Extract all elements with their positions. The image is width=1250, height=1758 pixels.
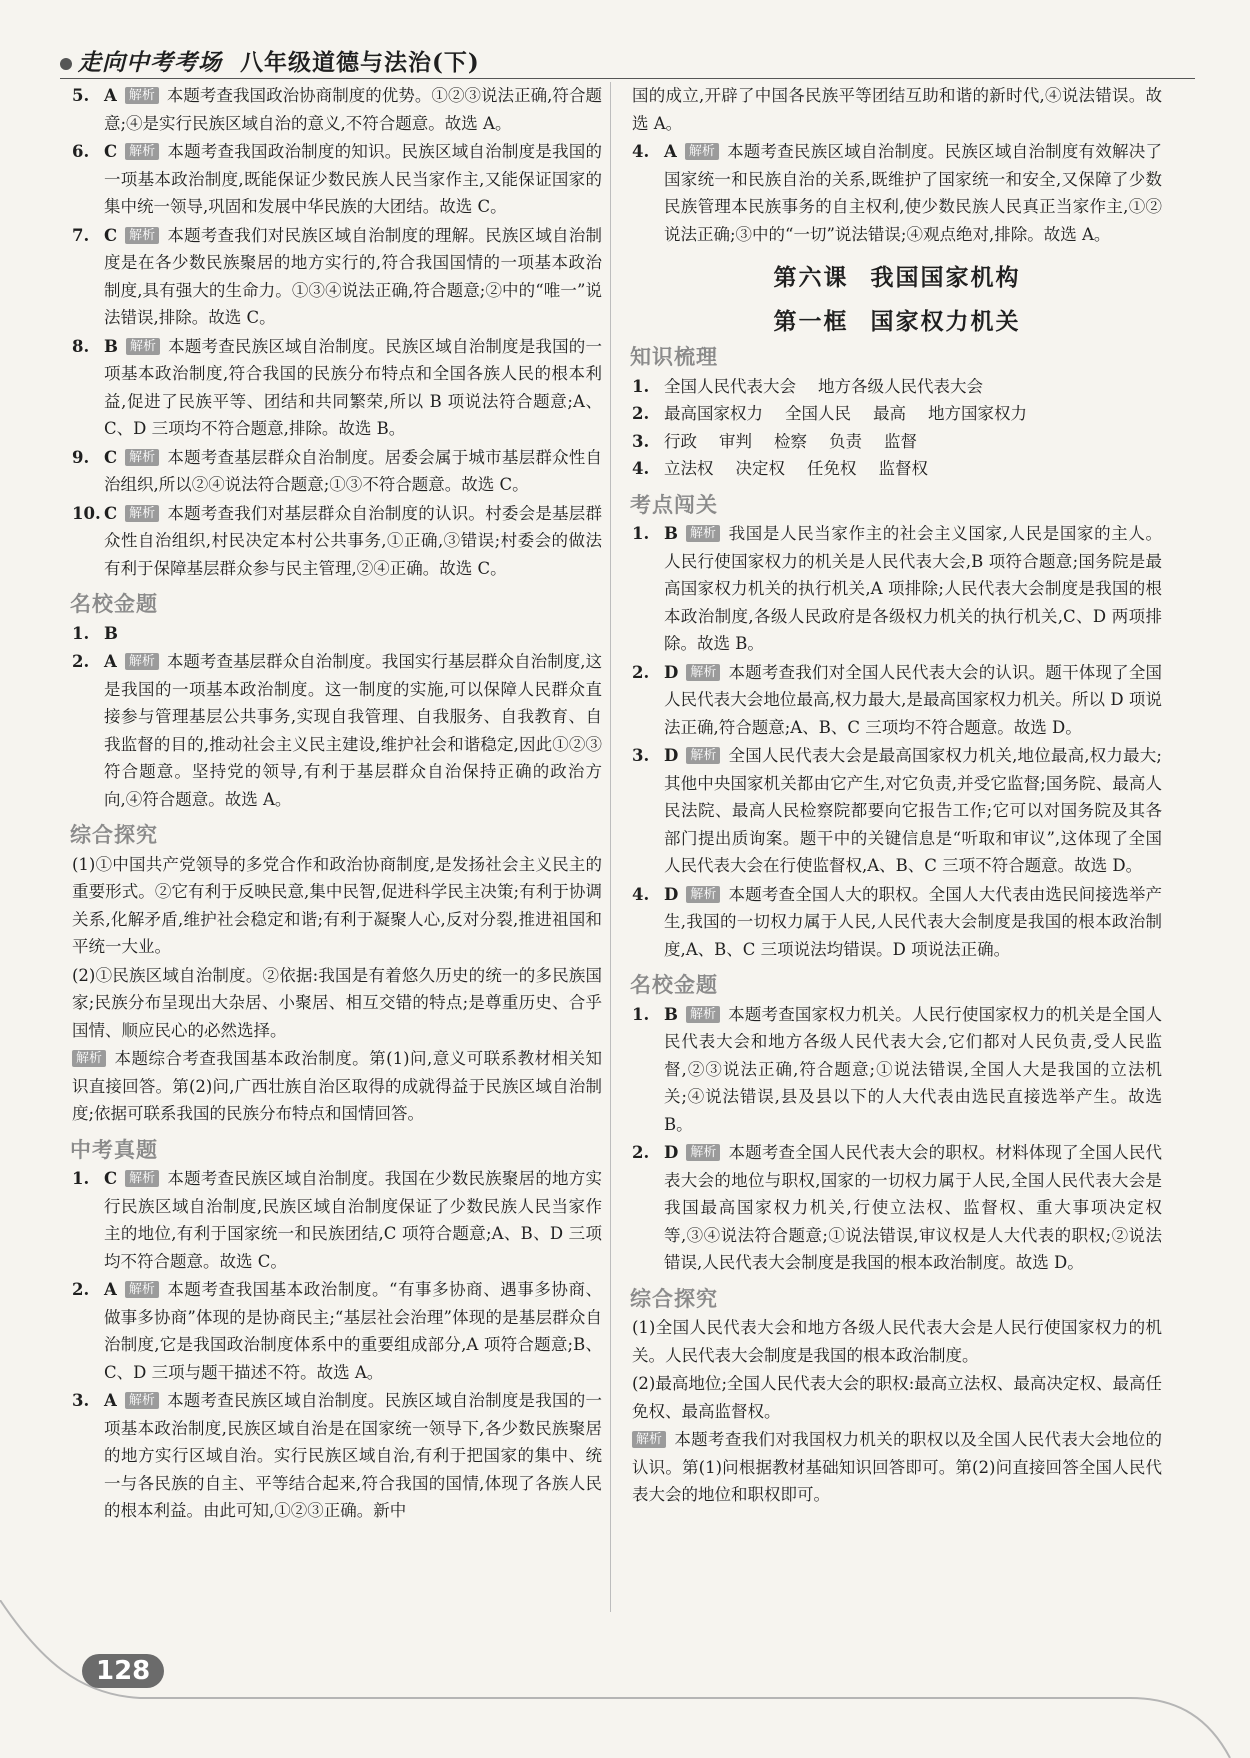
knowledge-row <box>632 455 1162 483</box>
answer-item <box>72 648 602 813</box>
item-number: 8. <box>72 336 90 356</box>
answer-item <box>632 1001 1162 1139</box>
knowledge-list <box>632 373 1162 483</box>
item-body <box>664 138 1162 248</box>
answer-item <box>72 1276 602 1386</box>
item-number: 2. <box>632 1143 650 1162</box>
knowledge-term: 决定权 <box>735 459 785 478</box>
answer-item <box>72 222 602 332</box>
analysis-tag: 解析 <box>125 143 159 160</box>
item-number: 2. <box>632 662 650 682</box>
answer-item <box>72 333 602 443</box>
analysis-text: 本题考查我们对全国人民代表大会的认识。题干体现了全国人民代表大会地位最高,权力最大,是最高国家权力机关。所以 D 项说法正确,符合题意;A、B、C 三项均不符合题意。故选 D。 <box>664 662 1162 737</box>
left-column <box>72 82 602 1526</box>
item-number: 1. <box>632 376 650 396</box>
knowledge-row <box>632 373 1162 401</box>
section-heading: 名校金题 <box>630 972 718 997</box>
answer-letter: A <box>664 142 677 161</box>
answer-letter: D <box>664 884 679 904</box>
answer-letter: A <box>104 1280 117 1299</box>
answer-item <box>632 1139 1162 1277</box>
analysis-text: 本题考查全国人民代表大会的职权。材料体现了全国人民代表大会的地位与职权,国家的一切权力属于人民,全国人民代表大会是我国最高国家权力机关,行使立法权、监督权、重大事项决定权等,③④说法符合题意;①说法错误,审议权是人大代表的职权;②说法错误,人民代表大会制度是我国的根本政治制度。故选 D。 <box>664 1143 1162 1272</box>
answer-list <box>632 138 1162 248</box>
answer-item <box>632 520 1162 658</box>
answer-item <box>632 881 1162 964</box>
item-number: 4. <box>632 142 650 161</box>
frame-name: 国家权力机关 <box>870 307 1021 335</box>
knowledge-term: 负责 <box>829 431 862 451</box>
analysis-text: 本题考查我们对基层群众自治制度的认识。村委会是基层群众性自治组织,村民决定本村公共事务,①正确,③错误;村委会的做法有利于保障基层群众参与民主管理,②④正确。故选 C。 <box>104 503 602 578</box>
analysis-tag: 解析 <box>125 653 159 670</box>
item-number: 2. <box>632 404 650 423</box>
item-body <box>104 1165 602 1275</box>
knowledge-term: 地方国家权力 <box>928 404 1027 423</box>
item-number: 6. <box>72 142 90 161</box>
item-number: 2. <box>72 652 90 671</box>
item-number: 1. <box>632 524 650 543</box>
analysis-text: 全国人民代表大会是最高国家权力机关,地位最高,权力最大;其他中央国家机关都由它产生,对它负责,并受它监督;国务院、最高人民法院、最高人民检察院都要向它报告工作;它可以对国务院及其各部门提出质询案。题干中的关键信息是“听取和审议”,这体现了全国人民代表大会在行使监督权,A、B、C 三项不符合题意。故选 D。 <box>664 746 1162 875</box>
answer-letter: C <box>104 447 118 467</box>
knowledge-term: 任免权 <box>807 459 857 478</box>
item-number: 9. <box>72 447 90 467</box>
frame-title <box>632 308 1162 336</box>
analysis-tag: 解析 <box>125 1392 159 1409</box>
analysis-tag: 解析 <box>686 664 720 681</box>
analysis-tag: 解析 <box>686 747 720 764</box>
analysis-tag: 解析 <box>125 1170 159 1187</box>
analysis-text: 本题考查民族区域自治制度。我国在少数民族聚居的地方实行民族区域自治制度,民族区域自治制度保证了少数民族人民当家作主的地位,有利于国家统一和民族团结,C 项符合题意;A、B、D 三项均不符合题意。故选 C。 <box>104 1169 602 1271</box>
analysis-tag: 解析 <box>72 1050 106 1067</box>
analysis-tag: 解析 <box>125 505 159 522</box>
answer-letter: B <box>104 336 118 356</box>
answer-item <box>632 742 1162 880</box>
header-subtitle: 八年级道德与法治(下) <box>240 49 480 76</box>
header-brand: 走向中考考场 <box>78 49 222 76</box>
running-header <box>60 44 480 77</box>
page-curl-decoration <box>0 1600 1250 1758</box>
analysis-tag: 解析 <box>686 886 720 903</box>
item-body <box>104 620 126 648</box>
knowledge-row <box>632 428 1162 456</box>
analysis-tag: 解析 <box>686 1144 720 1161</box>
item-body <box>664 659 1162 742</box>
analysis-text: 本题考查我们对民族区域自治制度的理解。民族区域自治制度是在各少数民族聚居的地方实行的,符合我国国情的一项基本政治制度,具有强大的生命力。①③④说法正确,符合题意;②中的“唯一”说法错误,排除。故选 C。 <box>104 225 602 327</box>
page-number: 128 <box>82 1654 164 1688</box>
item-body <box>104 1276 602 1386</box>
item-body <box>664 881 1162 964</box>
analysis-text: 我国是人民当家作主的社会主义国家,人民是国家的主人。人民行使国家权力的机关是人民代表大会,B 项符合题意;国务院是最高国家权力机关的执行机关,A 项排除;人民代表大会制度是我国的根本政治制度,各级人民政府是各级权力机关的执行机关,C、D 两项排除。故选 B。 <box>664 524 1162 653</box>
analysis-tag: 解析 <box>685 143 719 160</box>
right-column <box>632 82 1162 1510</box>
item-number: 4. <box>632 884 650 904</box>
explore-analysis <box>72 1045 602 1128</box>
analysis-text: 本题考查国家权力机关。人民行使国家权力的机关是全国人民代表大会和地方各级人民代表大会,它们都对人民负责,受人民监督,②③说法正确,符合题意;①说法错误,全国人大是我国的立法机关;④说法错误,县及县以下的人大代表由选民直接选举产生。故选 B。 <box>664 1004 1162 1134</box>
knowledge-term: 检察 <box>774 431 807 451</box>
analysis-text: 本题考查我们对我国权力机关的职权以及全国人民代表大会地位的认识。第(1)问根据教材基础知识回答即可。第(2)问直接回答全国人民代表大会的地位和职权即可。 <box>632 1430 1162 1504</box>
analysis-text: 本题考查民族区域自治制度。民族区域自治制度是我国的一项基本政治制度,符合我国的民族分布特点和全国各族人民的根本利益,促进了民族平等、团结和共同繁荣,所以 B 项说法符合题意;A、C、D 三项均不符合题意,排除。故选 B。 <box>104 336 602 438</box>
analysis-tag: 解析 <box>125 227 159 244</box>
frame-number: 第一框 <box>773 307 849 335</box>
item-body <box>104 222 602 332</box>
item-number: 4. <box>632 459 650 478</box>
explore-answer: (2)最高地位;全国人民代表大会的职权:最高立法权、最高决定权、最高任免权、最高监督权。 <box>632 1374 1162 1421</box>
knowledge-term: 立法权 <box>664 459 714 478</box>
bullet-icon <box>60 58 72 70</box>
section-heading: 综合探究 <box>70 822 158 847</box>
section-heading: 中考真题 <box>70 1136 158 1162</box>
answer-letter: B <box>104 623 118 643</box>
knowledge-term: 审判 <box>719 431 752 451</box>
analysis-text: 本题考查我国政治制度的知识。民族区域自治制度是我国的一项基本政治制度,既能保证少数民族人民当家作主,又能保证国家的集中统一领导,巩固和发展中华民族的大团结。故选 C。 <box>104 142 602 216</box>
section-heading: 名校金题 <box>70 591 158 616</box>
section-heading: 综合探究 <box>630 1285 718 1311</box>
knowledge-term: 地方各级人民代表大会 <box>818 376 983 396</box>
item-number: 10. <box>72 503 101 523</box>
answer-letter: C <box>104 225 118 245</box>
knowledge-term: 监督权 <box>878 459 928 478</box>
answer-item <box>632 659 1162 742</box>
item-number: 7. <box>72 225 90 245</box>
item-number: 3. <box>72 1391 90 1410</box>
knowledge-term: 全国人民 <box>785 404 851 423</box>
answer-item <box>632 138 1162 248</box>
answer-letter: C <box>104 1169 118 1188</box>
answer-letter: D <box>664 1143 679 1162</box>
item-number: 3. <box>632 431 650 451</box>
explore-answer: (1)①中国共产党领导的多党合作和政治协商制度,是发扬社会主义民主的重要形式。②它有利于反映民意,集中民智,促进科学民主决策;有利于协调关系,化解矛盾,维护社会稳定和谐;有利于凝聚人心,反对分裂,推进祖国和平统一大业。 <box>72 854 602 956</box>
analysis-text: 本题考查基层群众自治制度。居委会属于城市基层群众性自治组织,所以②④说法符合题意;①③不符合题意。故选 C。 <box>104 447 602 494</box>
knowledge-term: 行政 <box>664 431 697 451</box>
section-heading: 知识梳理 <box>630 344 718 369</box>
item-number: 3. <box>632 746 650 765</box>
analysis-text: 本题考查民族区域自治制度。民族区域自治制度是我国的一项基本政治制度,民族区域自治是在国家统一领导下,各少数民族聚居的地方实行区域自治。实行民族区域自治,有利于把国家的集中、统一与各民族的自主、平等结合起来,符合我国的国情,体现了各族人民的根本利益。由此可知,①②③正确。新中 <box>104 1391 602 1520</box>
answer-item <box>72 620 602 648</box>
answer-item <box>72 1165 602 1275</box>
answer-letter: C <box>104 142 118 161</box>
answer-list <box>632 520 1162 963</box>
analysis-tag: 解析 <box>125 449 159 466</box>
item-body <box>664 520 1162 658</box>
item-number: 5. <box>72 86 90 105</box>
answer-letter: C <box>104 503 118 523</box>
answer-item <box>72 82 602 137</box>
analysis-text: 本题考查我国政治协商制度的优势。①②③说法正确,符合题意;④是实行民族区域自治的意义,不符合题意。故选 A。 <box>104 86 602 133</box>
lesson-title <box>632 264 1162 292</box>
item-body <box>664 1139 1162 1277</box>
header-rule <box>60 78 1195 79</box>
analysis-tag: 解析 <box>686 525 720 542</box>
lesson-number: 第六课 <box>773 264 849 291</box>
analysis-text: 本题考查基层群众自治制度。我国实行基层群众自治制度,这是我国的一项基本政治制度。这一制度的实施,可以保障人民群众直接参与管理基层公共事务,实现自我管理、自我服务、自我教育、自我监督的目的,推动社会主义民主建设,维护社会和谐稳定,因此①②③符合题意。坚持党的领导,有利于基层群众自治保持正确的政治方向,④符合题意。故选 A。 <box>104 652 602 809</box>
analysis-text: 本题考查我国基本政治制度。“有事多协商、遇事多协商、做事多协商”体现的是协商民主;“基层社会治理”体现的是基层群众自治制度,它是我国政治制度体系中的重要组成部分,A 项符合题意;B、C、D 三项与题干描述不符。故选 A。 <box>104 1280 602 1382</box>
continued-text: 国的成立,开辟了中国各民族平等团结互助和谐的新时代,④说法错误。故选 A。 <box>632 86 1162 133</box>
answer-item <box>72 1387 602 1525</box>
item-body <box>104 500 602 583</box>
answer-letter: B <box>664 1004 678 1024</box>
analysis-tag: 解析 <box>125 1281 159 1298</box>
answer-letter: D <box>664 746 679 765</box>
answer-item <box>72 138 602 221</box>
item-body <box>104 444 602 499</box>
answer-list <box>72 1165 602 1525</box>
item-number: 1. <box>632 1004 650 1024</box>
analysis-tag: 解析 <box>632 1431 666 1448</box>
item-body <box>664 1001 1162 1139</box>
answer-list <box>72 82 602 582</box>
item-body <box>104 333 602 443</box>
knowledge-term: 全国人民代表大会 <box>664 376 796 396</box>
knowledge-row <box>632 400 1162 428</box>
explore-answer: (2)①民族区域自治制度。②依据:我国是有着悠久历史的统一的多民族国家;民族分布呈现出大杂居、小聚居、相互交错的特点;是尊重历史、合乎国情、顺应民心的必然选择。 <box>72 965 602 1040</box>
analysis-text: 本题考查全国人大的职权。全国人大代表由选民间接选举产生,我国的一切权力属于人民,人民代表大会制度是我国的根本政治制度,A、B、C 三项说法均错误。D 项说法正确。 <box>664 884 1162 959</box>
knowledge-term: 最高 <box>873 404 906 423</box>
section-heading: 考点闯关 <box>630 491 718 517</box>
item-body <box>104 82 602 137</box>
answer-letter: D <box>664 662 679 682</box>
answer-list <box>72 620 602 814</box>
lesson-name: 我国国家机构 <box>870 264 1021 291</box>
item-body <box>104 1387 602 1525</box>
answer-letter: A <box>104 86 117 105</box>
answer-item <box>72 444 602 499</box>
answer-item <box>72 500 602 583</box>
item-number: 1. <box>72 1169 90 1188</box>
item-number: 1. <box>72 623 90 643</box>
item-body <box>104 648 602 813</box>
answer-list <box>632 1001 1162 1277</box>
knowledge-term: 监督 <box>884 431 917 451</box>
explore-answer: (1)全国人民代表大会和地方各级人民代表大会是人民行使国家权力的机关。人民代表大会制度是我国的根本政治制度。 <box>632 1318 1162 1365</box>
analysis-text: 本题考查民族区域自治制度。民族区域自治制度有效解决了国家统一和民族自治的关系,既维护了国家统一和安全,又保障了少数民族管理本民族事务的自主权利,使少数民族人民真正当家作主,①②说法正确;③中的“一切”说法错误;④观点绝对,排除。故选 A。 <box>664 142 1162 244</box>
explore-analysis <box>632 1426 1162 1509</box>
item-number: 2. <box>72 1280 90 1299</box>
knowledge-term: 最高国家权力 <box>664 404 763 423</box>
item-body <box>664 742 1162 880</box>
column-divider <box>610 82 611 1612</box>
answer-letter: B <box>664 524 678 543</box>
item-body <box>104 138 602 221</box>
answer-letter: A <box>104 652 117 671</box>
analysis-tag: 解析 <box>125 87 159 104</box>
analysis-text: 本题综合考查我国基本政治制度。第(1)问,意义可联系教材相关知识直接回答。第(2)问,广西壮族自治区取得的成就得益于民族区域自治制度;依据可联系我国的民族分布特点和国情回答。 <box>72 1049 602 1123</box>
analysis-tag: 解析 <box>686 1006 720 1023</box>
analysis-tag: 解析 <box>126 338 160 355</box>
answer-letter: A <box>104 1391 117 1410</box>
